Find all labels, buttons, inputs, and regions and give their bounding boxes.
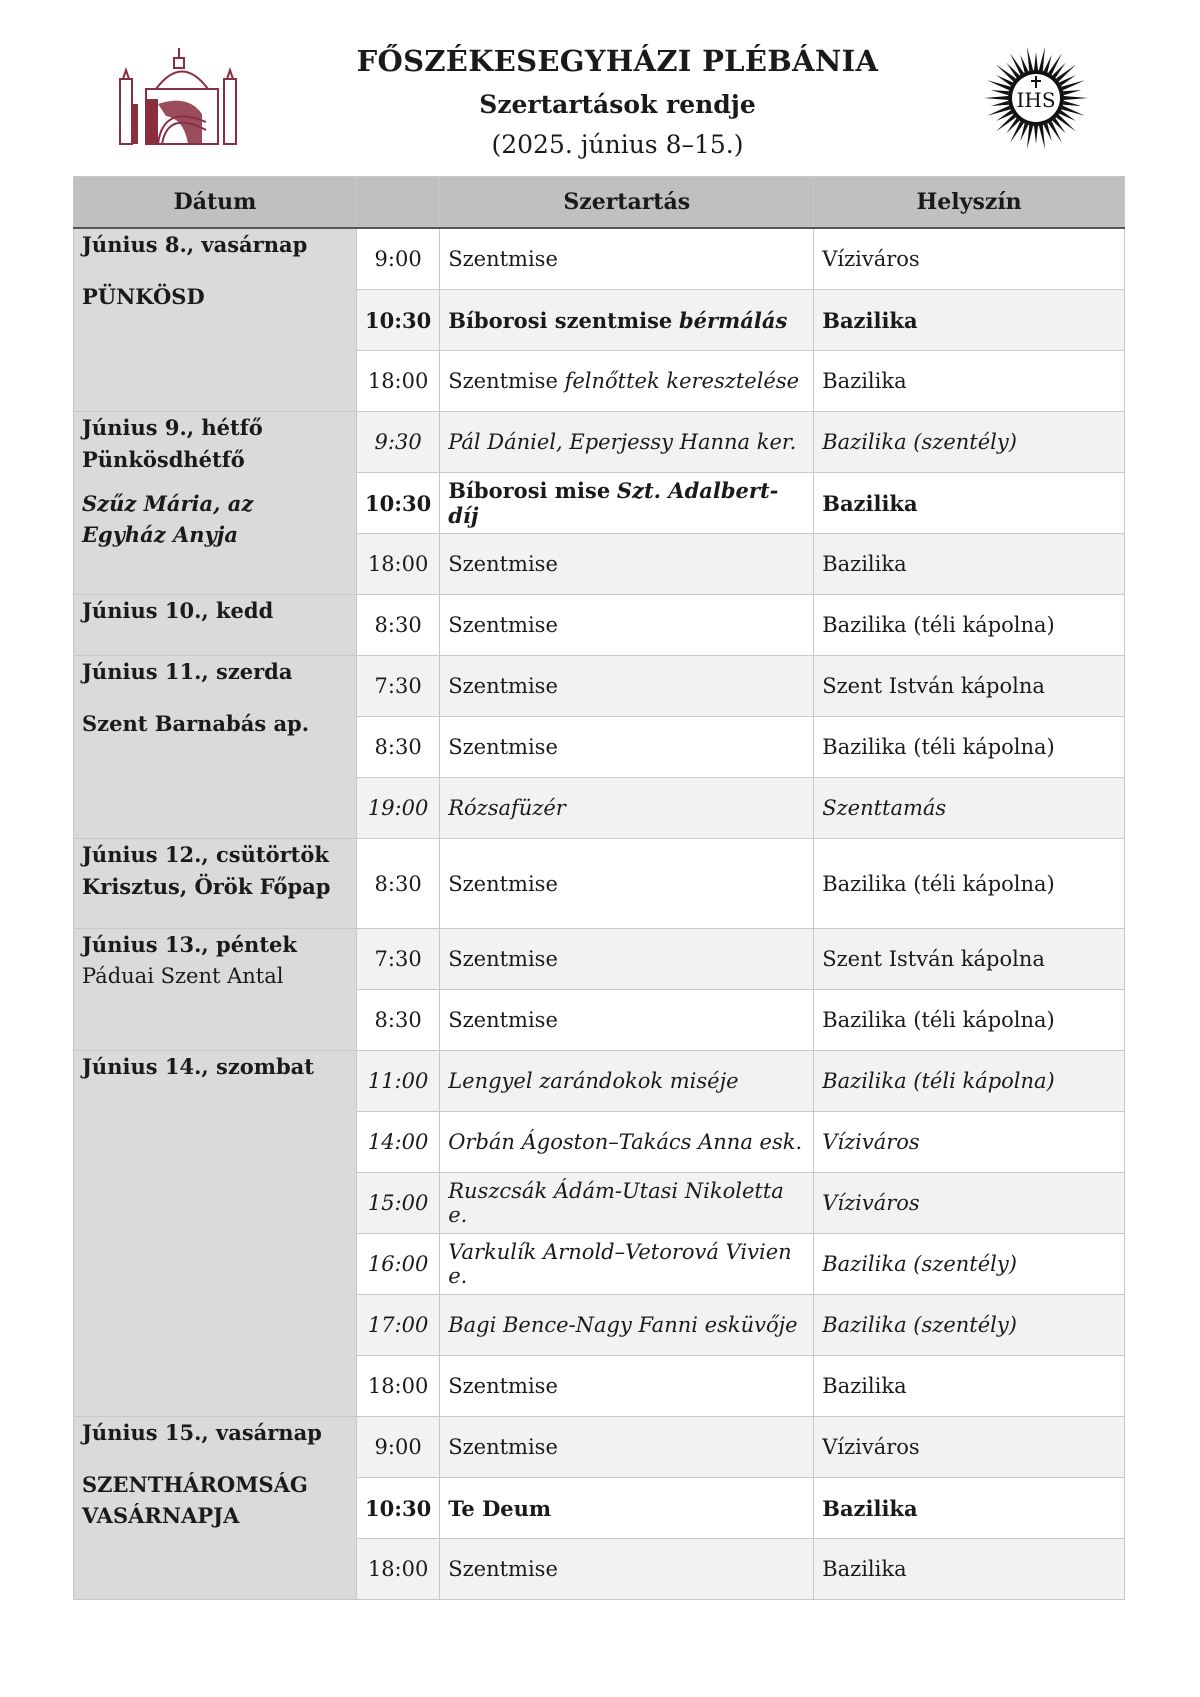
service-description [440, 1112, 814, 1173]
service-location: Szent István kápolna [814, 656, 1125, 717]
service-description [440, 290, 814, 351]
day-cell [74, 228, 357, 412]
service-description [440, 717, 814, 778]
service-location: Bazilika [814, 1478, 1125, 1539]
service-description [440, 412, 814, 473]
table-header-row [74, 177, 1125, 229]
service-location: Bazilika (téli kápolna) [814, 1051, 1125, 1112]
service-name: Rózsafüzér [448, 796, 566, 820]
service-description [440, 1234, 814, 1295]
service-description [440, 1295, 814, 1356]
service-note: felnőttek keresztelése [564, 369, 800, 393]
service-name: Szentmise [448, 1008, 558, 1032]
service-description [440, 228, 814, 290]
table-row [74, 929, 1125, 990]
service-location: Bazilika [814, 534, 1125, 595]
schedule-table [73, 176, 1125, 1600]
service-location: Bazilika [814, 1539, 1125, 1600]
service-location: Víziváros [814, 1417, 1125, 1478]
service-description [440, 351, 814, 412]
service-description [440, 778, 814, 839]
service-name: Szentmise [448, 1435, 558, 1459]
service-description [440, 1539, 814, 1600]
feast-name: SZENTHÁROMSÁG VASÁRNAPJA [82, 1472, 308, 1528]
day-date: Június 8., vasárnap [82, 232, 308, 257]
service-description [440, 473, 814, 534]
service-time: 10:30 [357, 290, 440, 351]
service-name: Pál Dániel, Eperjessy Hanna ker. [448, 430, 797, 454]
day-cell [74, 595, 357, 656]
day-date: Június 12., csütörtök [82, 842, 329, 867]
service-note: Szt. Adalbert-díj [448, 478, 779, 528]
service-location: Bazilika (téli kápolna) [814, 990, 1125, 1051]
day-subtitle: Krisztus, Örök Főpap [82, 874, 331, 899]
service-name: Szentmise [448, 947, 558, 971]
service-description [440, 656, 814, 717]
svg-text:IHS: IHS [1016, 88, 1056, 112]
day-cell [74, 929, 357, 1051]
service-time: 17:00 [357, 1295, 440, 1356]
feast-name: Szent Barnabás ap. [82, 711, 310, 736]
table-row [74, 839, 1125, 929]
service-description [440, 595, 814, 656]
service-name: Orbán Ágoston–Takács Anna esk. [448, 1130, 803, 1154]
service-time: 16:00 [357, 1234, 440, 1295]
service-name: Szentmise [448, 674, 558, 698]
table-row [74, 228, 1125, 290]
header-date: Dátum [74, 177, 357, 229]
day-date: Június 15., vasárnap [82, 1420, 322, 1445]
service-location: Szenttamás [814, 778, 1125, 839]
day-cell [74, 412, 357, 595]
service-time: 18:00 [357, 1356, 440, 1417]
table-row [74, 595, 1125, 656]
service-description [440, 1417, 814, 1478]
service-location: Bazilika (szentély) [814, 1295, 1125, 1356]
service-name: Bagi Bence-Nagy Fanni esküvője [448, 1313, 798, 1337]
service-time: 8:30 [357, 839, 440, 929]
day-cell [74, 1417, 357, 1600]
service-name: Szentmise [448, 871, 558, 896]
service-description [440, 1356, 814, 1417]
service-name: Varkulík Arnold–Vetorová Vivien e. [448, 1240, 792, 1288]
service-name: Szentmise [448, 1374, 558, 1398]
service-time: 14:00 [357, 1112, 440, 1173]
service-time: 18:00 [357, 351, 440, 412]
service-name: Te Deum [448, 1495, 552, 1521]
day-subtitle: Pünkösdhétfő [82, 447, 245, 472]
day-subtitle: Páduai Szent Antal [82, 964, 284, 988]
service-name: Szentmise [448, 735, 558, 759]
service-description [440, 929, 814, 990]
service-location: Víziváros [814, 1112, 1125, 1173]
service-time: 9:00 [357, 1417, 440, 1478]
day-date: Június 10., kedd [82, 598, 274, 623]
header-service: Szertartás [440, 177, 814, 229]
schedule-subtitle: Szertartások rendje [479, 90, 756, 119]
service-description [440, 839, 814, 929]
day-cell [74, 839, 357, 929]
table-row [74, 412, 1125, 473]
service-time: 8:30 [357, 595, 440, 656]
day-cell [74, 656, 357, 839]
service-name: Bíborosi mise [448, 478, 611, 503]
service-location: Bazilika (szentély) [814, 1234, 1125, 1295]
service-description [440, 534, 814, 595]
service-name: Szentmise [448, 369, 558, 393]
service-description [440, 1051, 814, 1112]
service-name: Szentmise [448, 1557, 558, 1581]
table-row [74, 656, 1125, 717]
day-date: Június 11., szerda [82, 659, 293, 684]
service-time: 10:30 [357, 1478, 440, 1539]
service-time: 9:00 [357, 228, 440, 290]
service-location: Bazilika (szentély) [814, 412, 1125, 473]
service-location: Bazilika [814, 473, 1125, 534]
service-name: Szentmise [448, 247, 558, 271]
service-location: Bazilika [814, 1356, 1125, 1417]
service-time: 9:30 [357, 412, 440, 473]
parish-title: FŐSZÉKESEGYHÁZI PLÉBÁNIA [356, 44, 879, 78]
service-time: 8:30 [357, 990, 440, 1051]
day-date: Június 9., hétfő [82, 415, 263, 440]
service-location: Víziváros [814, 1173, 1125, 1234]
service-name: Szentmise [448, 552, 558, 576]
service-location: Bazilika (téli kápolna) [814, 839, 1125, 929]
service-name: Szentmise [448, 613, 558, 637]
service-location: Bazilika [814, 351, 1125, 412]
service-time: 19:00 [357, 778, 440, 839]
service-note: bérmálás [678, 307, 788, 333]
table-row [74, 1051, 1125, 1112]
service-location: Bazilika (téli kápolna) [814, 595, 1125, 656]
service-time: 10:30 [357, 473, 440, 534]
service-time: 15:00 [357, 1173, 440, 1234]
day-date: Június 14., szombat [82, 1054, 314, 1079]
header-time [357, 177, 440, 229]
service-name: Lengyel zarándokok miséje [448, 1069, 739, 1093]
feast-name: Szűz Mária, az Egyház Anyja [82, 491, 254, 547]
service-description [440, 1173, 814, 1234]
table-row [74, 1417, 1125, 1478]
service-name: Ruszcsák Ádám-Utasi Nikoletta e. [448, 1179, 784, 1227]
service-location: Bazilika (téli kápolna) [814, 717, 1125, 778]
day-date: Június 13., péntek [82, 932, 297, 957]
service-time: 8:30 [357, 717, 440, 778]
feast-name: PÜNKÖSD [82, 284, 205, 309]
service-time: 7:30 [357, 929, 440, 990]
service-location: Szent István kápolna [814, 929, 1125, 990]
day-cell [74, 1051, 357, 1417]
service-time: 18:00 [357, 1539, 440, 1600]
service-description [440, 1478, 814, 1539]
service-name: Bíborosi szentmise [448, 307, 673, 333]
header-location: Helyszín [814, 177, 1125, 229]
service-location: Bazilika [814, 290, 1125, 351]
service-description [440, 990, 814, 1051]
service-location: Víziváros [814, 228, 1125, 290]
service-time: 18:00 [357, 534, 440, 595]
service-time: 11:00 [357, 1051, 440, 1112]
date-range: (2025. június 8–15.) [491, 130, 744, 159]
service-time: 7:30 [357, 656, 440, 717]
